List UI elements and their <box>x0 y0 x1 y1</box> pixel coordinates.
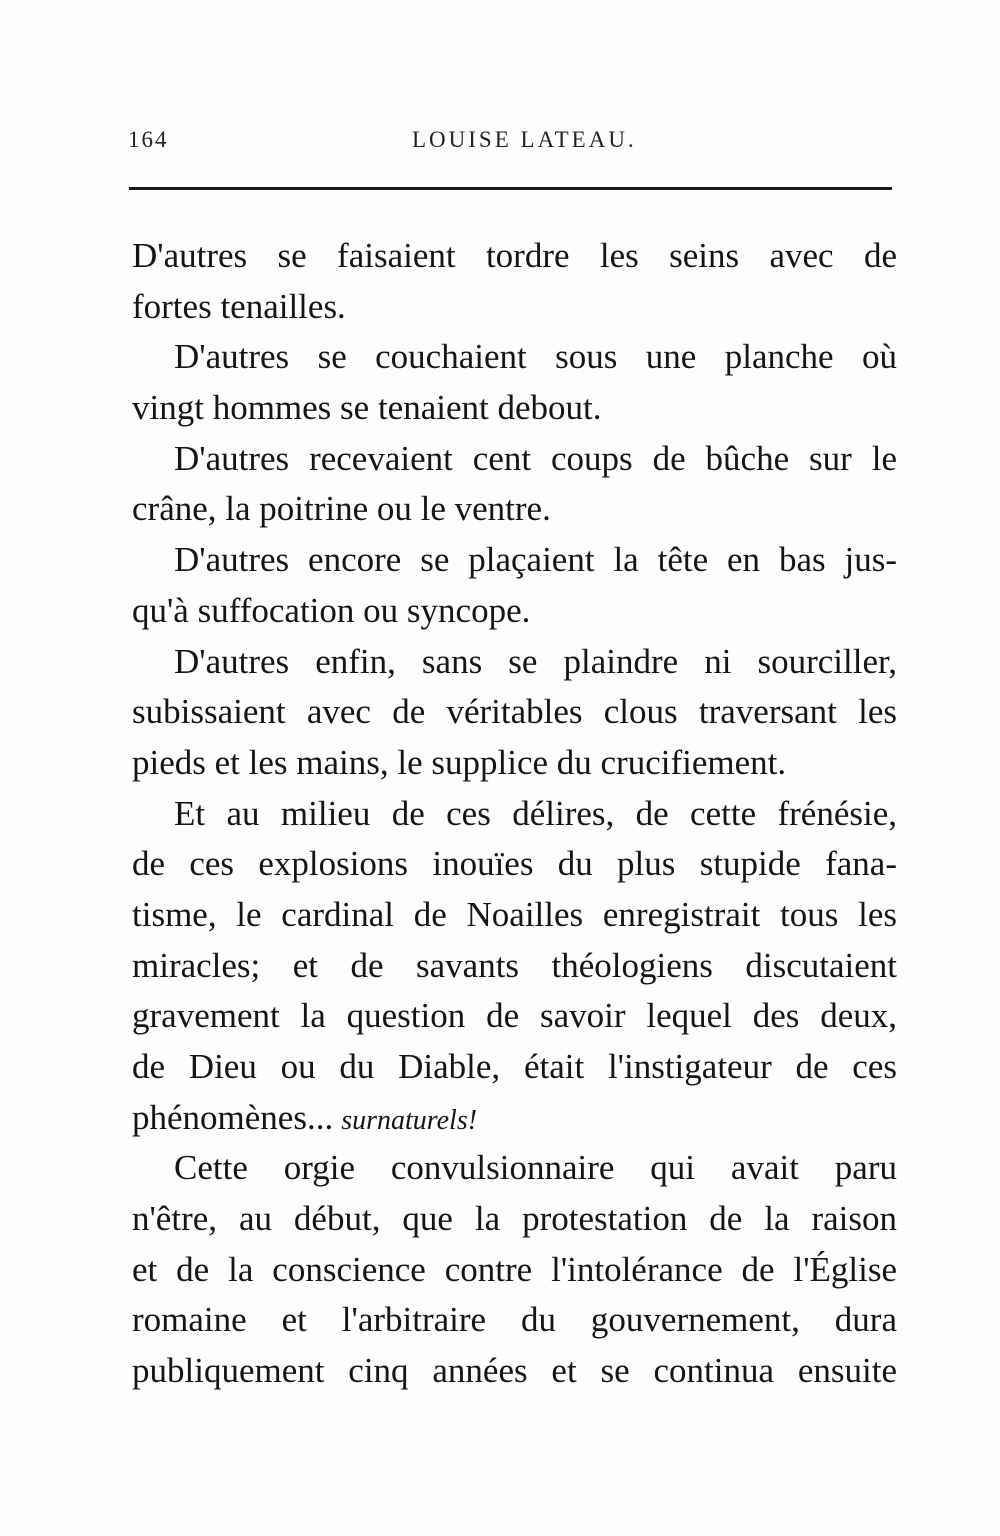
running-head <box>128 127 892 163</box>
text-line: subissaient avec de véritables clous traversant les <box>132 692 897 732</box>
text-line: D'autres enfin, sans se plaindre ni sourciller, <box>174 641 897 681</box>
text-line: Cette orgie convulsionnaire qui avait paru <box>174 1148 897 1188</box>
text-line: D'autres recevaient cent coups de bûche sur le <box>174 438 897 478</box>
text-line: tisme, le cardinal de Noailles enregistrait tous les <box>132 894 897 934</box>
page-number: 164 <box>128 127 169 152</box>
text-line: phénomènes... <box>132 1097 334 1137</box>
text-line: D'autres encore se plaçaient la tête en bas jus- <box>174 540 897 580</box>
text-line: romaine et l'arbitraire du gouvernement, dura <box>132 1300 897 1340</box>
text-line: D'autres se faisaient tordre les seins avec de <box>132 236 897 275</box>
text-line: D'autres se couchaient sous une planche où <box>174 337 897 377</box>
text-line: pieds et les mains, le supplice du crucifiement. <box>132 742 787 782</box>
text-line: qu'à suffocation ou syncope. <box>132 590 531 630</box>
text-line: miracles; et de savants théologiens discutaient <box>132 945 897 985</box>
text-line-with-italic <box>132 1093 897 1144</box>
running-title: LOUISE LATEAU. <box>412 127 637 152</box>
text-line: de Dieu ou du Diable, était l'instigateur de ces <box>132 1047 897 1086</box>
text-line: vingt hommes se tenaient debout. <box>132 388 602 428</box>
text-line: crâne, la poitrine ou le ventre. <box>132 489 551 529</box>
italic-phrase: surnaturels! <box>341 1104 478 1136</box>
header-rule <box>129 187 892 190</box>
text-line: de ces explosions inouïes du plus stupide fana- <box>132 844 897 884</box>
text-line: Et au milieu de ces délires, de cette frénésie, <box>174 793 897 833</box>
text-line: publiquement cinq années et se continua ensuite <box>132 1351 897 1391</box>
text-line: n'être, au début, que la protestation de la raison <box>132 1199 897 1239</box>
text-line: et de la conscience contre l'intolérance de l'Église <box>132 1249 897 1289</box>
body-text <box>132 231 897 1397</box>
text-line: fortes tenailles. <box>132 286 346 326</box>
text-line: gravement la question de savoir lequel des deux, <box>132 996 897 1036</box>
